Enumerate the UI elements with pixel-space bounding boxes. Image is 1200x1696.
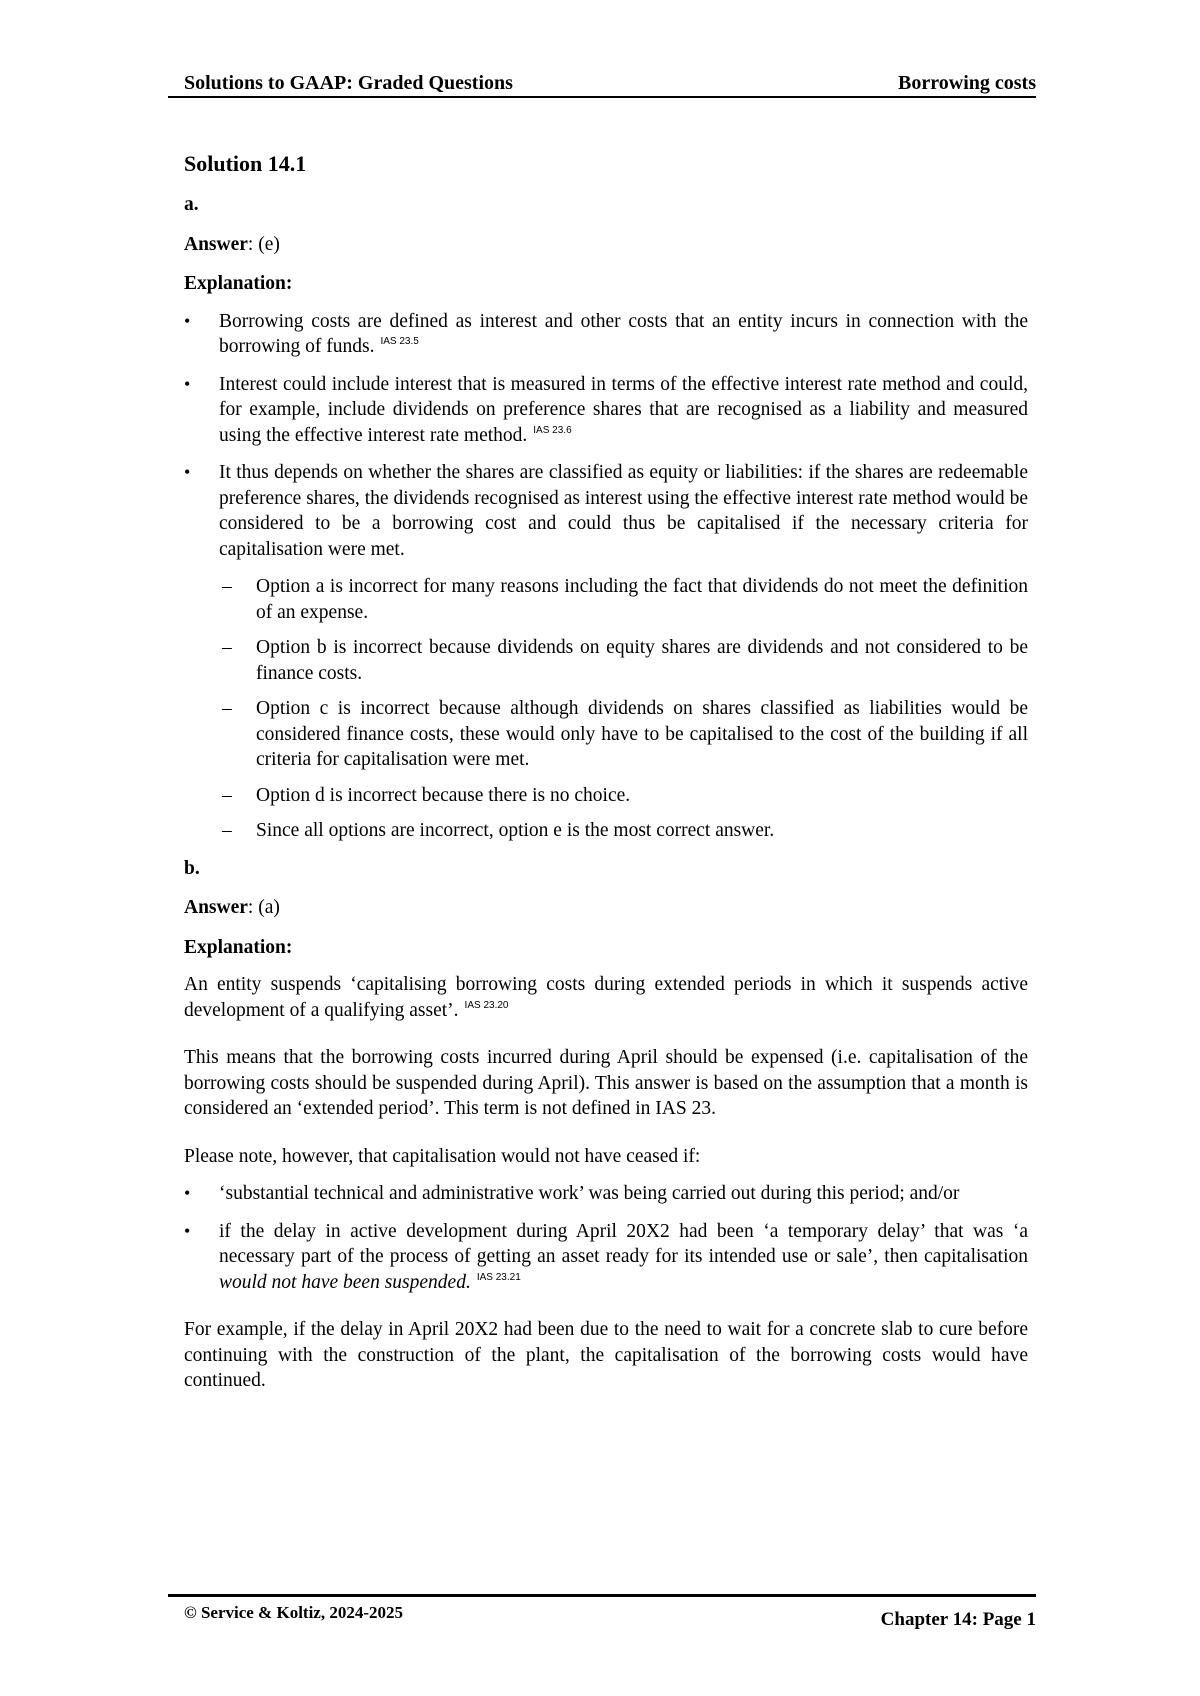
part-b-label: b. <box>184 857 200 879</box>
bullet-text: Borrowing costs are defined as interest and other costs that an entity incurs in connection with the borrowing of funds. <box>219 310 1028 357</box>
option-item: – Option c is incorrect because although dividends on shares classified as liabilities would be considered finance costs, these would only have to be capitalised to the cost of the building if all criteria for capitalisation were met. <box>222 696 1028 773</box>
list-item <box>184 460 1028 562</box>
part-a-explanation-label: Explanation: <box>184 273 293 294</box>
option-item: – Option a is incorrect for many reasons including the fact that dividends do not meet the definition of an expense. <box>222 574 1028 625</box>
part-a-label: a. <box>184 194 199 215</box>
option-item: – Option b is incorrect because dividends on equity shares are dividends and not considered to be finance costs. <box>222 635 1028 686</box>
bullet-text: if the delay in active development during April 20X2 had been ‘a temporary delay’ that was ‘a necessary part of the process of getting an asset ready for its intended use or sale’, then capitalisation <box>219 1220 1028 1267</box>
part-b-explanation-label: Explanation: <box>184 936 293 958</box>
page-header <box>168 70 1036 98</box>
paragraph: For example, if the delay in April 20X2 had been due to the need to wait for a concrete slab to cure before continuing with the construction of the plant, the capitalisation of the borrowing costs would have continued. <box>184 1319 1028 1391</box>
bullet-italic-text: would not have been suspended. <box>219 1271 471 1293</box>
part-b-bullet-list <box>184 1181 1028 1295</box>
page-footer <box>168 1594 1036 1630</box>
list-item <box>184 1219 1028 1296</box>
paragraph <box>184 972 1028 1023</box>
option-item: – Option d is incorrect because there is no choice. <box>222 783 1028 809</box>
ias-reference: IAS 23.21 <box>476 1271 521 1283</box>
answer-label: Answer <box>184 897 248 918</box>
solution-title: Solution 14.1 <box>184 151 307 176</box>
bullet-text: It thus depends on whether the shares are classified as equity or liabilities: if the shares are redeemable preference shares, the dividends recognised as interest using the effective interest rate method would be considered to be a borrowing cost and could thus be capitalised if the necessary criteria for capitalisation were met. <box>219 462 1028 560</box>
list-item <box>184 372 1028 449</box>
paragraph-text: An entity suspends ‘capitalising borrowing costs during extended periods in which it suspends active development of a qualifying asset’. <box>184 974 1028 1021</box>
list-item <box>184 309 1028 360</box>
ias-reference: IAS 23.20 <box>464 999 509 1011</box>
answer-value: : (a) <box>247 897 280 918</box>
header-chapter-title: Borrowing costs <box>898 72 1036 94</box>
bullet-text: Interest could include interest that is measured in terms of the effective interest rate method and could, for example, include dividends on preference shares that are recognised as a liability and measured using the effective interest rate method. <box>219 373 1028 446</box>
answer-label: Answer <box>184 233 248 255</box>
option-item: – Since all options are incorrect, option e is the most correct answer. <box>222 818 1028 844</box>
paragraph: This means that the borrowing costs incurred during April should be expensed (i.e. capitalisation of the borrowing costs should be suspended during April). This answer is based on the assumption that a month is considered an ‘extended period’. This term is not defined in IAS 23. <box>184 1047 1028 1119</box>
page-content <box>184 150 1028 1416</box>
part-a-bullet-list <box>184 309 1028 563</box>
ias-reference: IAS 23.5 <box>380 336 419 347</box>
list-item: • ‘substantial technical and administrative work’ was being carried out during this period; and/or <box>184 1181 1028 1207</box>
footer-copyright: © Service & Koltiz, 2024-2025 <box>184 1603 404 1622</box>
ias-reference: IAS 23.6 <box>533 424 572 436</box>
part-a-options-list <box>184 574 1028 844</box>
part-a-answer <box>184 232 1028 258</box>
header-book-title: Solutions to GAAP: Graded Questions <box>184 72 513 94</box>
answer-value: : (e) <box>247 233 280 255</box>
footer-page-number: Chapter 14: Page 1 <box>880 1609 1036 1630</box>
paragraph: Please note, however, that capitalisation would not have ceased if: <box>184 1145 701 1167</box>
part-b-answer <box>184 895 1028 921</box>
